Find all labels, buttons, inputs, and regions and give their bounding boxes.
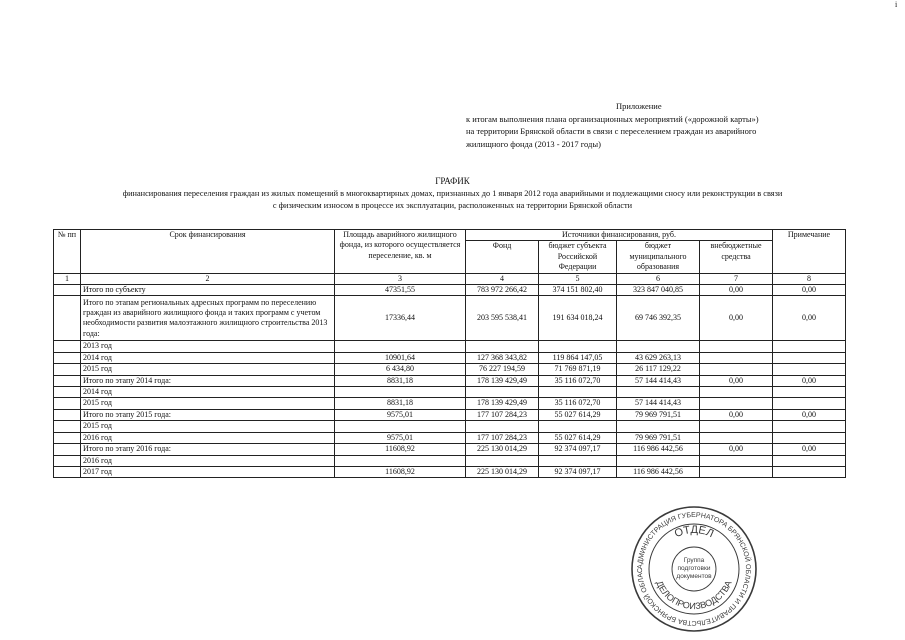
cell-subject: 35 116 072,70 [539,375,617,386]
cell-extra: 0,00 [700,375,773,386]
stamp-inner-top: ОТДЕЛ [672,523,716,541]
cell-subject: 374 151 802,40 [539,285,617,296]
cell-period: Итого по субъекту [81,285,335,296]
cell-municipal: 116 986 442,56 [617,444,700,455]
stamp-center-line: Группа [683,557,705,564]
cell-subject: 71 769 871,19 [539,364,617,375]
cell-note: 0,00 [773,444,846,455]
cell-municipal [617,455,700,466]
cell-note [773,364,846,375]
cell-fund: 225 130 014,29 [466,444,539,455]
cell-note [773,387,846,398]
appendix-title: Приложение [616,101,662,111]
cell-num [54,387,81,398]
cell-fund: 783 972 266,42 [466,285,539,296]
cell-period: 2015 год [81,398,335,409]
cell-num [54,455,81,466]
header-sources: Источники финансирования, руб. [466,230,773,241]
cell-area: 11608,92 [335,466,466,477]
cell-fund: 177 107 284,23 [466,432,539,443]
table-row [54,387,846,398]
cell-extra: 0,00 [700,409,773,420]
table-row [54,455,846,466]
cell-area: 6 434,80 [335,364,466,375]
table-row [54,466,846,477]
financing-table [53,229,846,478]
cell-period: 2016 год [81,455,335,466]
cell-municipal: 79 969 791,51 [617,432,700,443]
appendix-block [466,100,826,150]
cell-municipal [617,421,700,432]
subtitle-line: финансирования переселения граждан из жилых помещений в многоквартирных домах, признанных до 1 января 2012 года аварийными и подлежащими сносу или реконструкции в связи [122,189,783,198]
cell-municipal: 69 746 392,35 [617,296,700,341]
cell-note [773,341,846,352]
header-extrabudget: внебюджетные средства [700,241,773,273]
cell-period: 2013 год [81,341,335,352]
cell-period: 2015 год [81,364,335,375]
cell-num [54,444,81,455]
table-row [54,375,846,386]
cell-area: 17336,44 [335,296,466,341]
cell-subject: 35 116 072,70 [539,398,617,409]
appendix-line: жилищного фонда (2013 - 2017 годы) [466,138,601,149]
header-subject-budget: бюджет субъекта Российской Федерации [539,241,617,273]
cell-area [335,341,466,352]
cell-fund [466,455,539,466]
table-row [54,341,846,352]
cell-subject: 92 374 097,17 [539,444,617,455]
cell-area: 10901,64 [335,352,466,363]
schedule-title: ГРАФИК [435,176,470,186]
cell-fund: 178 139 429,49 [466,375,539,386]
cell-fund: 127 368 343,82 [466,352,539,363]
cell-municipal: 79 969 791,51 [617,409,700,420]
table-row [54,296,846,341]
cell-period: Итого по этапу 2016 года: [81,444,335,455]
cell-area: 11608,92 [335,444,466,455]
cell-note: 0,00 [773,296,846,341]
cell-num [54,285,81,296]
cell-period: 2015 год [81,421,335,432]
cell-subject [539,421,617,432]
corner-mark: i [895,0,898,9]
table-row [54,398,846,409]
cell-extra [700,455,773,466]
column-number-row [54,273,846,284]
cell-num [54,421,81,432]
cell-note [773,352,846,363]
cell-subject: 191 634 018,24 [539,296,617,341]
cell-subject: 119 864 147,05 [539,352,617,363]
cell-period: 2014 год [81,352,335,363]
cell-fund: 76 227 194,59 [466,364,539,375]
column-number: 7 [700,273,773,284]
cell-num [54,409,81,420]
column-number: 3 [335,273,466,284]
cell-extra [700,341,773,352]
cell-municipal: 116 986 442,56 [617,466,700,477]
table-row [54,421,846,432]
cell-area [335,387,466,398]
cell-note [773,432,846,443]
stamp-inner-bottom: ДЕЛОПРОИЗВОДСТВА [654,579,734,612]
column-number: 2 [81,273,335,284]
cell-period: Итого по этапам региональных адресных программ по переселению граждан из аварийного жилищного фонда и таких программ с учетом необходимости развития малоэтажного жилищного строительства 2013 года: [81,296,335,341]
header-area: Площадь аварийного жилищного фонда, из которого осуществляется переселение, кв. м [335,230,466,274]
cell-num [54,364,81,375]
column-number: 5 [539,273,617,284]
cell-area: 8831,18 [335,398,466,409]
table-body [54,285,846,478]
header-fund: Фонд [466,241,539,273]
cell-area: 9575,01 [335,432,466,443]
cell-num [54,398,81,409]
appendix-line: к итогам выполнения плана организационных мероприятий («дорожной карты») [466,113,759,124]
cell-subject: 55 027 614,29 [539,432,617,443]
table-row [54,432,846,443]
cell-num [54,341,81,352]
cell-fund [466,387,539,398]
cell-note: 0,00 [773,285,846,296]
cell-fund [466,421,539,432]
cell-num [54,296,81,341]
cell-area [335,421,466,432]
cell-area [335,455,466,466]
header-municipal-budget: бюджет муниципального образования [617,241,700,273]
cell-area: 47351,55 [335,285,466,296]
cell-extra: 0,00 [700,444,773,455]
cell-period: Итого по этапу 2015 года: [81,409,335,420]
cell-subject: 55 027 614,29 [539,409,617,420]
cell-municipal: 26 117 129,22 [617,364,700,375]
cell-extra [700,352,773,363]
cell-municipal: 57 144 414,43 [617,375,700,386]
table-row [54,409,846,420]
stamp-ring-text: АДМИНИСТРАЦИЯ ГУБЕРНАТОРА БРЯНСКОЙ ОБЛАСТИ И ПРАВИТЕЛЬСТВА БРЯНСКОЙ ОБЛАС [636,511,752,627]
column-number: 6 [617,273,700,284]
cell-num [54,466,81,477]
cell-subject: 92 374 097,17 [539,466,617,477]
header-period: Срок финансирования [81,230,335,274]
cell-extra [700,432,773,443]
office-stamp [630,505,758,633]
column-number: 1 [54,273,81,284]
cell-note [773,455,846,466]
column-number: 4 [466,273,539,284]
cell-subject [539,387,617,398]
header-note: Примечание [773,230,846,274]
table-row [54,352,846,363]
cell-note [773,398,846,409]
cell-period: 2014 год [81,387,335,398]
stamp-graphic [630,505,758,633]
cell-note [773,421,846,432]
cell-fund: 178 139 429,49 [466,398,539,409]
cell-num [54,375,81,386]
cell-period: 2016 год [81,432,335,443]
cell-municipal: 57 144 414,43 [617,398,700,409]
table-row [54,444,846,455]
cell-fund: 203 595 538,41 [466,296,539,341]
cell-extra: 0,00 [700,285,773,296]
cell-area: 8831,18 [335,375,466,386]
cell-extra [700,387,773,398]
cell-subject [539,455,617,466]
cell-note [773,466,846,477]
svg-text:ДЕЛОПРОИЗВОДСТВА [654,579,733,611]
subtitle-line: с физическим износом в процессе их эксплуатации, расположенных на территории Брянской области [272,201,633,210]
cell-period: Итого по этапу 2014 года: [81,375,335,386]
stamp-center-line: подготовки [677,565,711,572]
cell-note: 0,00 [773,375,846,386]
cell-fund: 177 107 284,23 [466,409,539,420]
cell-fund [466,341,539,352]
cell-note: 0,00 [773,409,846,420]
stamp-center-line: документов [676,573,712,580]
cell-area: 9575,01 [335,409,466,420]
table-row [54,285,846,296]
cell-municipal: 323 847 040,85 [617,285,700,296]
table-row [54,364,846,375]
cell-extra: 0,00 [700,296,773,341]
cell-extra [700,364,773,375]
cell-subject [539,341,617,352]
cell-extra [700,398,773,409]
column-number: 8 [773,273,846,284]
cell-period: 2017 год [81,466,335,477]
cell-extra [700,466,773,477]
cell-fund: 225 130 014,29 [466,466,539,477]
cell-municipal: 43 629 263,13 [617,352,700,363]
cell-num [54,432,81,443]
header-num: № пп [54,230,81,274]
cell-num [54,352,81,363]
cell-municipal [617,341,700,352]
cell-extra [700,421,773,432]
schedule-subtitle [40,188,865,212]
appendix-line: на территории Брянской области в связи с переселением граждан из аварийного [466,126,757,136]
cell-municipal [617,387,700,398]
